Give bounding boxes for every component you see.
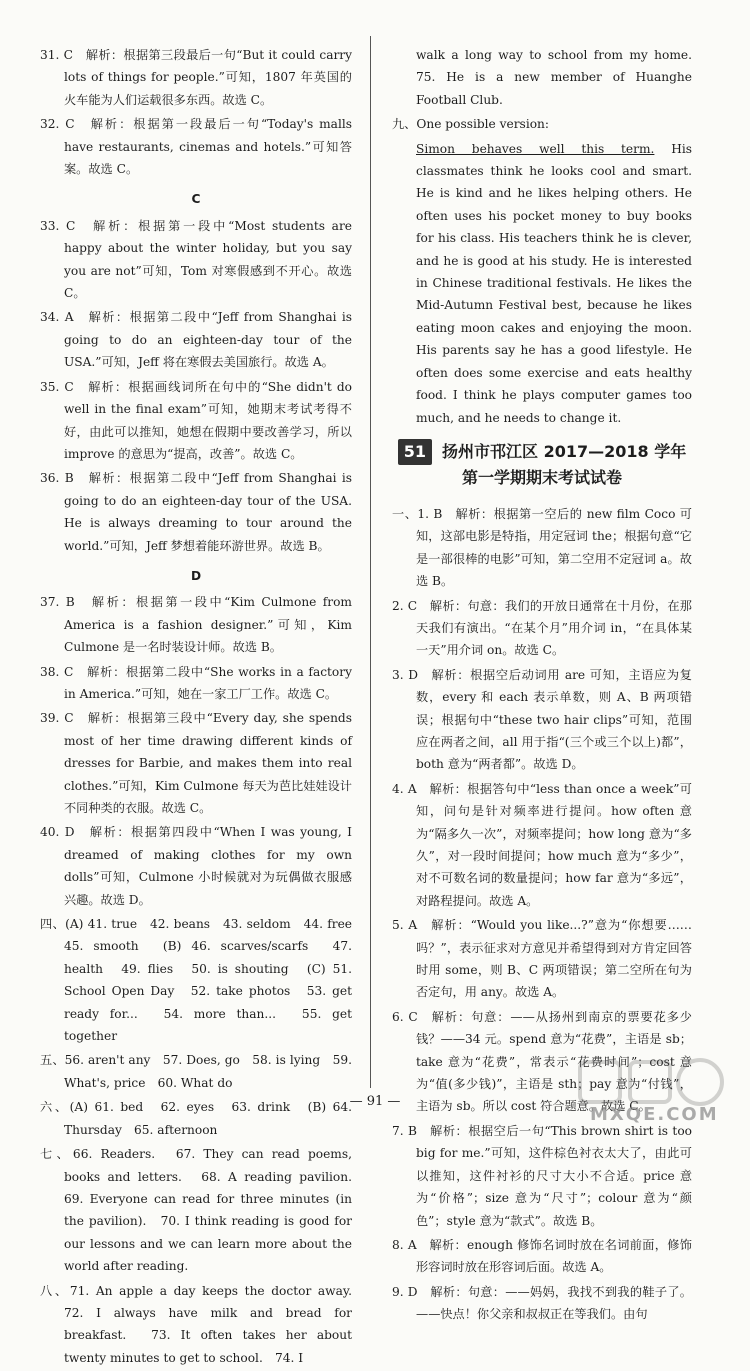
answer-item: 31. C 解析：根据第三段最后一句“But it could carry lots of things for people.”可知，1807 年英国的火车能为人们运载很多东西。故选 C。 <box>40 48 352 107</box>
section-heading: C <box>191 192 201 207</box>
answer-item: 七、66. Readers. 67. They can read poems, books and letters. 68. A reading pavilion. 69. Everyone can read for three minutes (in the pavilion). 70. I think reading is good for our lessons and we can learn more about the world after reading. <box>40 1147 365 1274</box>
answer-item: 37. B 解析：根据第一段中“Kim Culmone from America is a fashion designer.”可知，Kim Culmone 是一名时装设计师。故选 B。 <box>40 595 352 655</box>
answer-item: 6. C 解析：句意：——从扬州到南京的票要花多少钱？——34 元。spend 意为“花费”，主语是 sb；take 意为“花费”，常表示“花费时间”；cost 意为“值(多少钱)”，主语是 sth；pay 意为“付钱”，主语为 sb。所以 cost 符合题意。故选 C。 <box>392 1009 692 1114</box>
page-number: — 91 — <box>349 1094 401 1109</box>
column-divider <box>370 36 371 1088</box>
model-essay <box>392 138 692 429</box>
essay-body: His classmates think he looks cool and smart. He is kind and he likes helping others. He often uses his pocket money to buy books for his class. His teachers think he is clever, and he is good at his study. He is interested in Chinese traditional festivals. He likes the Mid-Autumn Festival best, because he likes eating moon cakes and enjoying the moon. His parents say he has a good lifestyle. He often does some exercise and eats healthy food. I think he plays computer games too much, and he needs to change it. <box>416 141 692 425</box>
answer-item: 5. A 解析：“Would you like...?”意为“你想要……吗？”，表示征求对方意见并希望得到对方肯定回答时用 some，则 B、C 两项错误；第二空所在句为否定句，用 any。故选 A。 <box>392 918 692 1000</box>
right-column <box>392 44 705 1328</box>
answer-item: 四、(A) 41. true 42. beans 43. seldom 44. free 45. smooth (B) 46. scarves/scarfs 47. health 49. flies 50. is shouting (C) 51. School Open Day 52. take photos 53. get ready for... 54. more than... 55. get together <box>40 917 365 1044</box>
answer-item: 3. D 解析：根据空后动词用 are 可知，主语应为复数，every 和 each 表示单数，则 A、B 两项错误；根据句中“these two hair clips”可知，范围应在两者之间，all 用于指“(三个或三个以上)都”，both 意为“两者都”。故选 D。 <box>392 667 692 772</box>
answer-item: 36. B 解析：根据第二段中“Jeff from Shanghai is going to do an eighteen-day tour of the USA. He is always dreaming to tour around the world.”可知，Jeff 梦想着能环游世界。故选 B。 <box>40 471 352 553</box>
answer-item: 40. D 解析：根据第四段中“When I was young, I dreamed of making clothes for my own dolls”可知，Culmone 小时候就对为玩偶做衣服感兴趣。故选 D。 <box>40 825 352 907</box>
left-column <box>40 44 365 1371</box>
answer-item: 33. C 解析：根据第一段中“Most students are happy about the winter holiday, but you say you are not”可知，Tom 对寒假感到不开心。故选 C。 <box>40 218 352 301</box>
answer-item: 4. A 解析：根据答句中“less than once a week”可知，问句是针对频率进行提问。how often 意为“隔多久一次”，对频率提问；how long 意为“多久”，对一段时间提问；how much 意为“多少”，对不可数名词的数量提问；how far 意为“多远”，对路程提问。故选 A。 <box>392 781 692 908</box>
exam-number-badge: 51 <box>398 439 432 465</box>
exam-title <box>392 439 692 491</box>
answer-item: 六、(A) 61. bed 62. eyes 63. drink (B) 64. Thursday 65. afternoon <box>40 1100 352 1137</box>
essay-title: Simon behaves well this term. <box>416 141 655 156</box>
answer-item: 7. B 解析：根据空后一句“This brown shirt is too big for me.”可知，这件棕色衬衣太大了，由此可以推知，这件衬衫的尺寸大小不合适。price 意为“价格”；size 意为“尺寸”；colour 意为“颜色”；style 意为“款式”。故选 B。 <box>392 1123 692 1228</box>
watermark-text: MXQE.COM <box>590 1104 719 1125</box>
exam-title-line1: 扬州市邗江区 2017—2018 学年 <box>442 441 687 461</box>
answer-item: 8. A 解析：enough 修饰名词时放在名词前面，修饰形容词时放在形容词后面。故选 A。 <box>392 1237 692 1275</box>
essay-label: 九、One possible version: <box>392 117 550 132</box>
answer-item: 八、71. An apple a day keeps the doctor away. 72. I always have milk and bread for breakfast. 73. It often takes her about twenty minutes to get to school. 74. I <box>40 1283 365 1365</box>
answer-item: 34. A 解析：根据第二段中“Jeff from Shanghai is going to do an eighteen-day tour of the USA.”可知，Jeff 将在寒假去美国旅行。故选 A。 <box>40 310 352 370</box>
answer-continuation: walk a long way to school from my home. 75. He is a new member of Huanghe Football Club. <box>416 48 705 107</box>
answer-item: 35. C 解析：根据画线词所在句中的“She didn't do well in the final exam”可知，她期末考试考得不好，由此可以推知，她想在假期中要改善学习，所以 improve 的意思为“提高，改善”。故选 C。 <box>40 379 352 461</box>
section-heading: D <box>190 568 202 583</box>
answer-item: 32. C 解析：根据第一段最后一句“Today's malls have restaurants, cinemas and hotels.”可知答案。故选 C。 <box>40 117 352 177</box>
answer-item: 一、1. B 解析：根据第一空后的 new film Coco 可知，这部电影是特指，用定冠词 the；根据句意“它是一部很棒的电影”可知，第二空用不定冠词 a。故选 B。 <box>392 506 692 589</box>
exam-title-line2: 第一学期期末考试试卷 <box>461 467 622 487</box>
answer-item: 五、56. aren't any 57. Does, go 58. is lying 59. What's, price 60. What do <box>40 1053 352 1090</box>
answer-item: 39. C 解析：根据第三段中“Every day, she spends most of her time drawing different kinds of dresses for Barbie, and makes them into real clothes.”可知，Kim Culmone 每天为芭比娃娃设计不同种类的衣服。故选 C。 <box>40 711 352 815</box>
answer-item: 9. D 解析：句意：——妈妈，我找不到我的鞋子了。——快点！你父亲和叔叔正在等我们。由句 <box>392 1284 692 1322</box>
answer-item: 38. C 解析：根据第二段中“She works in a factory in America.”可知，她在一家工厂工作。故选 C。 <box>40 664 352 701</box>
answer-item: 2. C 解析：句意：我们的开放日通常在十月份，在那天我们有演出。“在某个月”用介词 in，“在具体某一天”用介词 on。故选 C。 <box>392 598 692 658</box>
